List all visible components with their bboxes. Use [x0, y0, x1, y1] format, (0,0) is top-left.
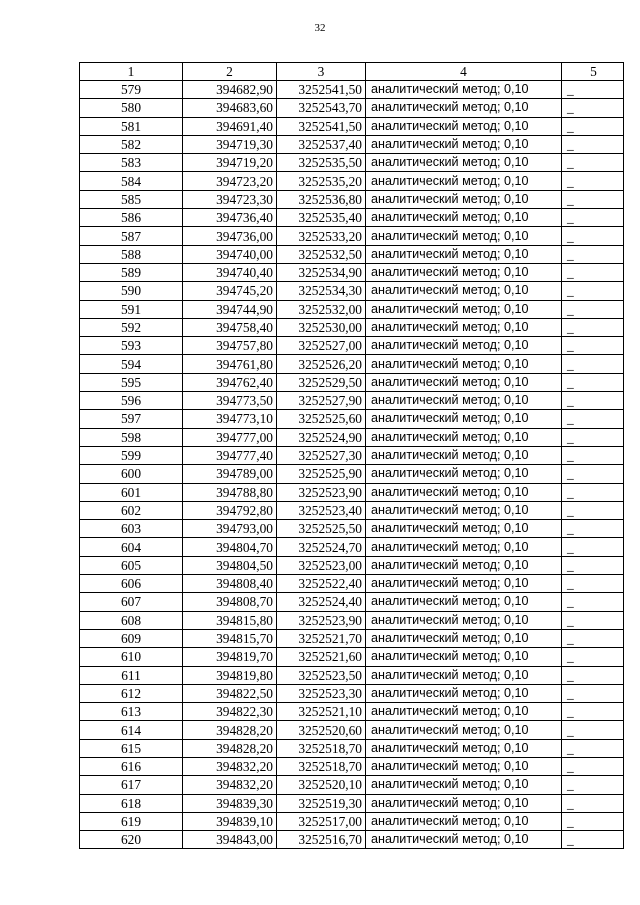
method-accuracy-cell: аналитический метод; 0,10 [366, 684, 562, 702]
y-coordinate-cell: 3252523,40 [277, 501, 366, 519]
note-cell: _ [562, 794, 624, 812]
y-coordinate-cell: 3252520,60 [277, 721, 366, 739]
point-number-cell: 594 [80, 355, 183, 373]
point-number-cell: 583 [80, 154, 183, 172]
point-number-cell: 589 [80, 263, 183, 281]
table-row [80, 483, 624, 501]
method-accuracy-cell: аналитический метод; 0,10 [366, 611, 562, 629]
point-number-cell: 596 [80, 392, 183, 410]
x-coordinate-cell: 394744,90 [183, 300, 277, 318]
y-coordinate-cell: 3252521,10 [277, 703, 366, 721]
method-accuracy-cell: аналитический метод; 0,10 [366, 337, 562, 355]
table-row [80, 501, 624, 519]
table-row [80, 812, 624, 830]
method-accuracy-cell: аналитический метод; 0,10 [366, 300, 562, 318]
method-accuracy-cell: аналитический метод; 0,10 [366, 757, 562, 775]
method-accuracy-cell: аналитический метод; 0,10 [366, 410, 562, 428]
table-row [80, 373, 624, 391]
point-number-cell: 584 [80, 172, 183, 190]
point-number-cell: 580 [80, 99, 183, 117]
y-coordinate-cell: 3252532,00 [277, 300, 366, 318]
method-accuracy-cell: аналитический метод; 0,10 [366, 501, 562, 519]
table-row [80, 117, 624, 135]
note-cell: _ [562, 117, 624, 135]
table-row [80, 337, 624, 355]
method-accuracy-cell: аналитический метод; 0,10 [366, 81, 562, 99]
note-cell: _ [562, 135, 624, 153]
y-coordinate-cell: 3252532,50 [277, 245, 366, 263]
y-coordinate-cell: 3252523,90 [277, 611, 366, 629]
x-coordinate-cell: 394736,40 [183, 209, 277, 227]
y-coordinate-cell: 3252534,30 [277, 282, 366, 300]
table-row [80, 263, 624, 281]
point-number-cell: 614 [80, 721, 183, 739]
x-coordinate-cell: 394719,30 [183, 135, 277, 153]
note-cell: _ [562, 318, 624, 336]
method-accuracy-cell: аналитический метод; 0,10 [366, 666, 562, 684]
page-number: 32 [314, 22, 326, 34]
method-accuracy-cell: аналитический метод; 0,10 [366, 392, 562, 410]
y-coordinate-cell: 3252543,70 [277, 99, 366, 117]
table-row [80, 520, 624, 538]
note-cell: _ [562, 172, 624, 190]
point-number-cell: 586 [80, 209, 183, 227]
y-coordinate-cell: 3252535,50 [277, 154, 366, 172]
method-accuracy-cell: аналитический метод; 0,10 [366, 245, 562, 263]
table-row [80, 629, 624, 647]
x-coordinate-cell: 394691,40 [183, 117, 277, 135]
table-row [80, 282, 624, 300]
method-accuracy-cell: аналитический метод; 0,10 [366, 629, 562, 647]
y-coordinate-cell: 3252526,20 [277, 355, 366, 373]
table-row [80, 410, 624, 428]
point-number-cell: 601 [80, 483, 183, 501]
table-row [80, 593, 624, 611]
table-row [80, 757, 624, 775]
method-accuracy-cell: аналитический метод; 0,10 [366, 538, 562, 556]
method-accuracy-cell: аналитический метод; 0,10 [366, 593, 562, 611]
point-number-cell: 611 [80, 666, 183, 684]
y-coordinate-cell: 3252541,50 [277, 117, 366, 135]
point-number-cell: 604 [80, 538, 183, 556]
method-accuracy-cell: аналитический метод; 0,10 [366, 556, 562, 574]
note-cell: _ [562, 99, 624, 117]
method-accuracy-cell: аналитический метод; 0,10 [366, 263, 562, 281]
method-accuracy-cell: аналитический метод; 0,10 [366, 703, 562, 721]
table-row [80, 190, 624, 208]
x-coordinate-cell: 394819,80 [183, 666, 277, 684]
x-coordinate-cell: 394819,70 [183, 648, 277, 666]
note-cell: _ [562, 355, 624, 373]
method-accuracy-cell: аналитический метод; 0,10 [366, 483, 562, 501]
x-coordinate-cell: 394839,30 [183, 794, 277, 812]
table-row [80, 465, 624, 483]
method-accuracy-cell: аналитический метод; 0,10 [366, 812, 562, 830]
note-cell: _ [562, 154, 624, 172]
point-number-cell: 605 [80, 556, 183, 574]
note-cell: _ [562, 209, 624, 227]
y-coordinate-cell: 3252535,40 [277, 209, 366, 227]
note-cell: _ [562, 483, 624, 501]
method-accuracy-cell: аналитический метод; 0,10 [366, 721, 562, 739]
table-row [80, 739, 624, 757]
point-number-cell: 608 [80, 611, 183, 629]
method-accuracy-cell: аналитический метод; 0,10 [366, 135, 562, 153]
x-coordinate-cell: 394758,40 [183, 318, 277, 336]
x-coordinate-cell: 394682,90 [183, 81, 277, 99]
note-cell: _ [562, 812, 624, 830]
x-coordinate-cell: 394757,80 [183, 337, 277, 355]
x-coordinate-cell: 394843,00 [183, 831, 277, 849]
method-accuracy-cell: аналитический метод; 0,10 [366, 446, 562, 464]
point-number-cell: 609 [80, 629, 183, 647]
note-cell: _ [562, 776, 624, 794]
y-coordinate-cell: 3252527,00 [277, 337, 366, 355]
point-number-cell: 610 [80, 648, 183, 666]
table-row [80, 684, 624, 702]
x-coordinate-cell: 394761,80 [183, 355, 277, 373]
y-coordinate-cell: 3252522,40 [277, 575, 366, 593]
x-coordinate-cell: 394723,20 [183, 172, 277, 190]
table-row [80, 776, 624, 794]
table-row [80, 428, 624, 446]
note-cell: _ [562, 373, 624, 391]
table-row [80, 318, 624, 336]
note-cell: _ [562, 337, 624, 355]
x-coordinate-cell: 394736,00 [183, 227, 277, 245]
point-number-cell: 595 [80, 373, 183, 391]
x-coordinate-cell: 394815,80 [183, 611, 277, 629]
note-cell: _ [562, 703, 624, 721]
point-number-cell: 598 [80, 428, 183, 446]
x-coordinate-cell: 394789,00 [183, 465, 277, 483]
method-accuracy-cell: аналитический метод; 0,10 [366, 575, 562, 593]
note-cell: _ [562, 227, 624, 245]
point-number-cell: 585 [80, 190, 183, 208]
note-cell: _ [562, 757, 624, 775]
coordinates-table [79, 62, 624, 849]
column-header-1: 1 [80, 63, 183, 81]
note-cell: _ [562, 446, 624, 464]
y-coordinate-cell: 3252524,70 [277, 538, 366, 556]
y-coordinate-cell: 3252525,60 [277, 410, 366, 428]
x-coordinate-cell: 394773,10 [183, 410, 277, 428]
y-coordinate-cell: 3252533,20 [277, 227, 366, 245]
x-coordinate-cell: 394762,40 [183, 373, 277, 391]
y-coordinate-cell: 3252525,90 [277, 465, 366, 483]
x-coordinate-cell: 394828,20 [183, 739, 277, 757]
note-cell: _ [562, 575, 624, 593]
y-coordinate-cell: 3252525,50 [277, 520, 366, 538]
point-number-cell: 579 [80, 81, 183, 99]
method-accuracy-cell: аналитический метод; 0,10 [366, 227, 562, 245]
table-row [80, 648, 624, 666]
x-coordinate-cell: 394832,20 [183, 757, 277, 775]
note-cell: _ [562, 245, 624, 263]
x-coordinate-cell: 394839,10 [183, 812, 277, 830]
x-coordinate-cell: 394793,00 [183, 520, 277, 538]
point-number-cell: 615 [80, 739, 183, 757]
table-row [80, 227, 624, 245]
point-number-cell: 597 [80, 410, 183, 428]
x-coordinate-cell: 394745,20 [183, 282, 277, 300]
method-accuracy-cell: аналитический метод; 0,10 [366, 520, 562, 538]
y-coordinate-cell: 3252537,40 [277, 135, 366, 153]
note-cell: _ [562, 263, 624, 281]
x-coordinate-cell: 394832,20 [183, 776, 277, 794]
note-cell: _ [562, 611, 624, 629]
table-row [80, 575, 624, 593]
note-cell: _ [562, 666, 624, 684]
x-coordinate-cell: 394808,40 [183, 575, 277, 593]
point-number-cell: 587 [80, 227, 183, 245]
y-coordinate-cell: 3252541,50 [277, 81, 366, 99]
note-cell: _ [562, 81, 624, 99]
method-accuracy-cell: аналитический метод; 0,10 [366, 209, 562, 227]
y-coordinate-cell: 3252523,30 [277, 684, 366, 702]
y-coordinate-cell: 3252534,90 [277, 263, 366, 281]
method-accuracy-cell: аналитический метод; 0,10 [366, 794, 562, 812]
table-row [80, 172, 624, 190]
x-coordinate-cell: 394683,60 [183, 99, 277, 117]
note-cell: _ [562, 629, 624, 647]
note-cell: _ [562, 593, 624, 611]
y-coordinate-cell: 3252527,30 [277, 446, 366, 464]
column-header-4: 4 [366, 63, 562, 81]
method-accuracy-cell: аналитический метод; 0,10 [366, 318, 562, 336]
table-row [80, 666, 624, 684]
y-coordinate-cell: 3252527,90 [277, 392, 366, 410]
y-coordinate-cell: 3252529,50 [277, 373, 366, 391]
point-number-cell: 590 [80, 282, 183, 300]
table-row [80, 611, 624, 629]
y-coordinate-cell: 3252517,00 [277, 812, 366, 830]
x-coordinate-cell: 394777,00 [183, 428, 277, 446]
table-row [80, 721, 624, 739]
point-number-cell: 616 [80, 757, 183, 775]
y-coordinate-cell: 3252524,90 [277, 428, 366, 446]
note-cell: _ [562, 465, 624, 483]
x-coordinate-cell: 394828,20 [183, 721, 277, 739]
table-row [80, 355, 624, 373]
note-cell: _ [562, 300, 624, 318]
table-row [80, 81, 624, 99]
table-row [80, 556, 624, 574]
note-cell: _ [562, 739, 624, 757]
table-row [80, 392, 624, 410]
y-coordinate-cell: 3252521,70 [277, 629, 366, 647]
point-number-cell: 618 [80, 794, 183, 812]
x-coordinate-cell: 394815,70 [183, 629, 277, 647]
point-number-cell: 620 [80, 831, 183, 849]
note-cell: _ [562, 721, 624, 739]
note-cell: _ [562, 282, 624, 300]
note-cell: _ [562, 538, 624, 556]
method-accuracy-cell: аналитический метод; 0,10 [366, 282, 562, 300]
x-coordinate-cell: 394740,00 [183, 245, 277, 263]
y-coordinate-cell: 3252516,70 [277, 831, 366, 849]
table-row [80, 245, 624, 263]
table-row [80, 703, 624, 721]
y-coordinate-cell: 3252530,00 [277, 318, 366, 336]
note-cell: _ [562, 831, 624, 849]
method-accuracy-cell: аналитический метод; 0,10 [366, 99, 562, 117]
method-accuracy-cell: аналитический метод; 0,10 [366, 355, 562, 373]
note-cell: _ [562, 520, 624, 538]
x-coordinate-cell: 394719,20 [183, 154, 277, 172]
method-accuracy-cell: аналитический метод; 0,10 [366, 428, 562, 446]
table-row [80, 154, 624, 172]
method-accuracy-cell: аналитический метод; 0,10 [366, 190, 562, 208]
y-coordinate-cell: 3252535,20 [277, 172, 366, 190]
note-cell: _ [562, 190, 624, 208]
method-accuracy-cell: аналитический метод; 0,10 [366, 648, 562, 666]
y-coordinate-cell: 3252536,80 [277, 190, 366, 208]
point-number-cell: 612 [80, 684, 183, 702]
point-number-cell: 617 [80, 776, 183, 794]
table-body [80, 81, 624, 849]
point-number-cell: 599 [80, 446, 183, 464]
y-coordinate-cell: 3252519,30 [277, 794, 366, 812]
point-number-cell: 588 [80, 245, 183, 263]
point-number-cell: 593 [80, 337, 183, 355]
x-coordinate-cell: 394804,50 [183, 556, 277, 574]
point-number-cell: 606 [80, 575, 183, 593]
note-cell: _ [562, 648, 624, 666]
point-number-cell: 582 [80, 135, 183, 153]
table-row [80, 209, 624, 227]
y-coordinate-cell: 3252524,40 [277, 593, 366, 611]
y-coordinate-cell: 3252518,70 [277, 739, 366, 757]
column-header-2: 2 [183, 63, 277, 81]
x-coordinate-cell: 394788,80 [183, 483, 277, 501]
x-coordinate-cell: 394822,50 [183, 684, 277, 702]
y-coordinate-cell: 3252521,60 [277, 648, 366, 666]
x-coordinate-cell: 394804,70 [183, 538, 277, 556]
point-number-cell: 613 [80, 703, 183, 721]
x-coordinate-cell: 394808,70 [183, 593, 277, 611]
note-cell: _ [562, 428, 624, 446]
x-coordinate-cell: 394792,80 [183, 501, 277, 519]
point-number-cell: 592 [80, 318, 183, 336]
x-coordinate-cell: 394773,50 [183, 392, 277, 410]
table-header-row [80, 63, 624, 81]
point-number-cell: 581 [80, 117, 183, 135]
y-coordinate-cell: 3252523,90 [277, 483, 366, 501]
table-row [80, 300, 624, 318]
note-cell: _ [562, 501, 624, 519]
y-coordinate-cell: 3252518,70 [277, 757, 366, 775]
method-accuracy-cell: аналитический метод; 0,10 [366, 465, 562, 483]
column-header-3: 3 [277, 63, 366, 81]
note-cell: _ [562, 684, 624, 702]
table-row [80, 831, 624, 849]
x-coordinate-cell: 394822,30 [183, 703, 277, 721]
point-number-cell: 607 [80, 593, 183, 611]
table-row [80, 446, 624, 464]
x-coordinate-cell: 394740,40 [183, 263, 277, 281]
note-cell: _ [562, 410, 624, 428]
y-coordinate-cell: 3252523,50 [277, 666, 366, 684]
method-accuracy-cell: аналитический метод; 0,10 [366, 172, 562, 190]
method-accuracy-cell: аналитический метод; 0,10 [366, 117, 562, 135]
method-accuracy-cell: аналитический метод; 0,10 [366, 154, 562, 172]
y-coordinate-cell: 3252520,10 [277, 776, 366, 794]
method-accuracy-cell: аналитический метод; 0,10 [366, 739, 562, 757]
x-coordinate-cell: 394777,40 [183, 446, 277, 464]
point-number-cell: 603 [80, 520, 183, 538]
table-row [80, 99, 624, 117]
point-number-cell: 619 [80, 812, 183, 830]
table-row [80, 135, 624, 153]
method-accuracy-cell: аналитический метод; 0,10 [366, 776, 562, 794]
method-accuracy-cell: аналитический метод; 0,10 [366, 831, 562, 849]
x-coordinate-cell: 394723,30 [183, 190, 277, 208]
table-row [80, 794, 624, 812]
point-number-cell: 602 [80, 501, 183, 519]
note-cell: _ [562, 392, 624, 410]
point-number-cell: 600 [80, 465, 183, 483]
column-header-5: 5 [562, 63, 624, 81]
method-accuracy-cell: аналитический метод; 0,10 [366, 373, 562, 391]
y-coordinate-cell: 3252523,00 [277, 556, 366, 574]
table-row [80, 538, 624, 556]
note-cell: _ [562, 556, 624, 574]
point-number-cell: 591 [80, 300, 183, 318]
